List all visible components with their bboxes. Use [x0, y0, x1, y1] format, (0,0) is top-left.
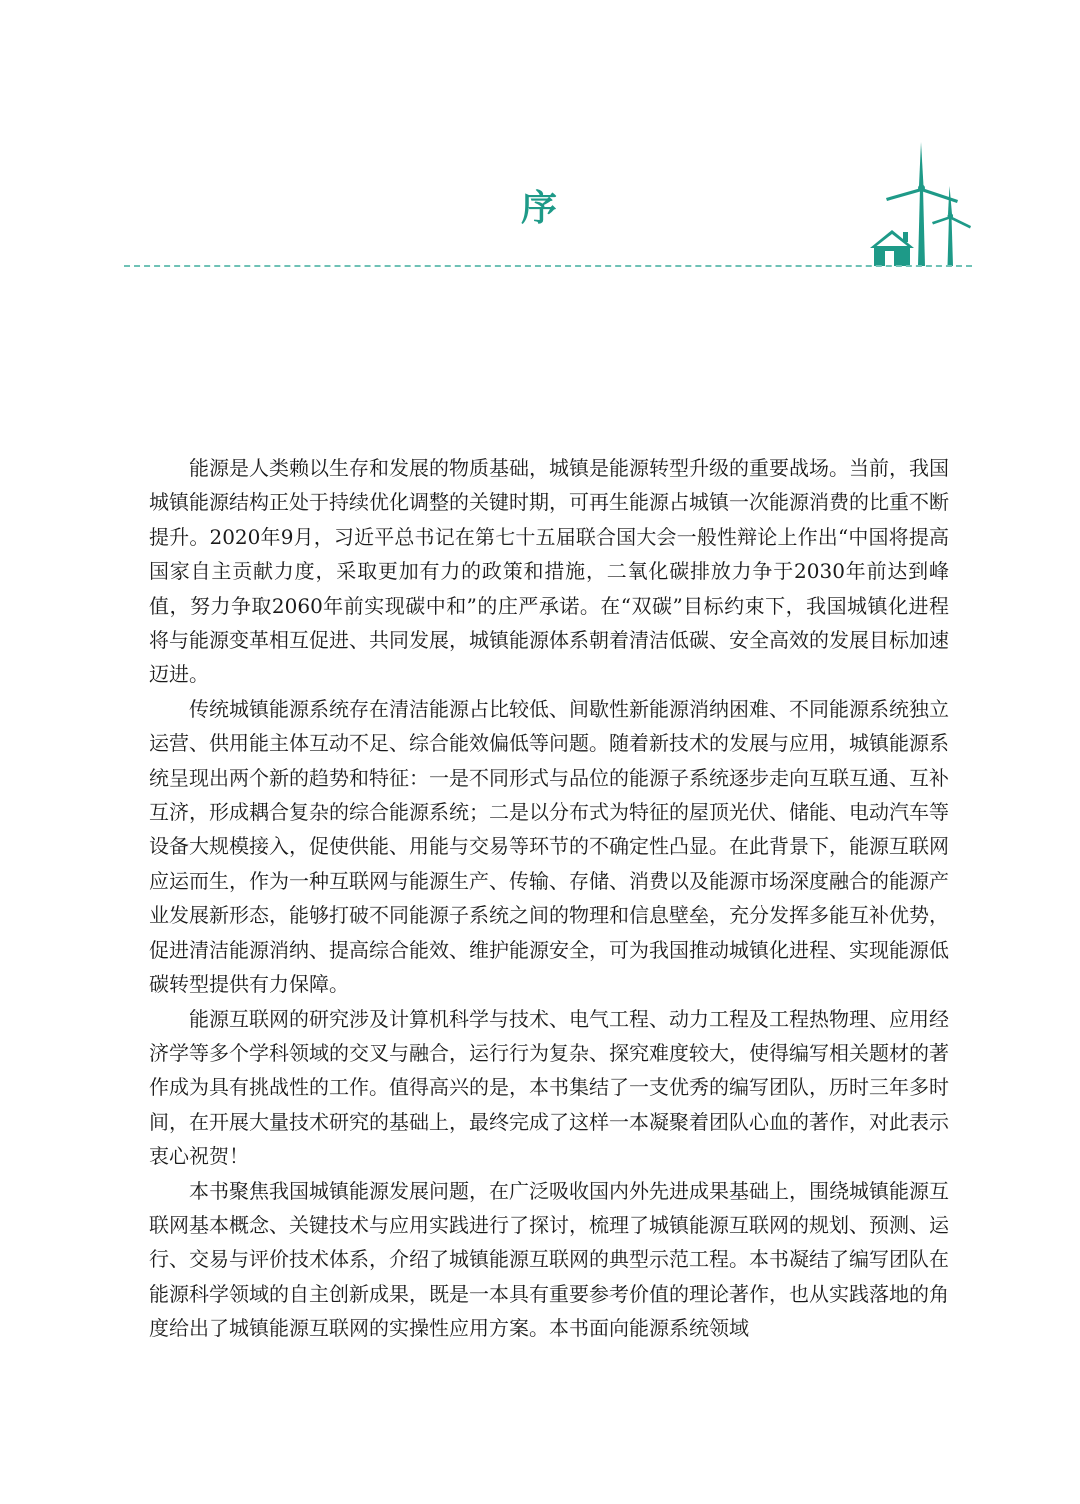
paragraph: 能源互联网的研究涉及计算机科学与技术、电气工程、动力工程及工程热物理、应用经济学等多个学科领域的交叉与融合，运行行为复杂、探究难度较大，使得编写相关题材的著作成为具有挑战性的工作。值得高兴的是，本书集结了一支优秀的编写团队，历时三年多时间，在开展大量技术研究的基础上，最终完成了这样一本凝聚着团队心血的著作，对此表示衷心祝贺！	[149, 1006, 949, 1169]
header-divider	[124, 265, 972, 267]
paragraph: 传统城镇能源系统存在清洁能源占比较低、间歇性新能源消纳困难、不同能源系统独立运营、供用能主体互动不足、综合能效偏低等问题。随着新技术的发展与应用，城镇能源系统呈现出两个新的趋势和特征：一是不同形式与品位的能源子系统逐步走向互联互通、互补互济，形成耦合复杂的综合能源系统；二是以分布式为特征的屋顶光伏、储能、电动汽车等设备大规模接入，促使供能、用能与交易等环节的不确定性凸显。在此背景下，能源互联网应运而生，作为一种互联网与能源生产、传输、存储、消费以及能源市场深度融合的能源产业发展新形态，能够打破不同能源子系统之间的物理和信息壁垒，充分发挥多能互补优势，促进清洁能源消纳、提高综合能效、维护能源安全，可为我国推动城镇化进程、实现能源低碳转型提供有力保障。	[149, 696, 949, 997]
preface-body	[149, 451, 949, 1346]
paragraph: 本书聚焦我国城镇能源发展问题，在广泛吸收国内外先进成果基础上，围绕城镇能源互联网基本概念、关键技术与应用实践进行了探讨，梳理了城镇能源互联网的规划、预测、运行、交易与评价技术体系，介绍了城镇能源互联网的典型示范工程。本书凝结了编写团队在能源科学领域的自主创新成果，既是一本具有重要参考价值的理论著作，也从实践落地的角度给出了城镇能源互联网的实操性应用方案。本书面向能源系统领域	[149, 1178, 949, 1341]
wind-turbine-house-icon	[868, 138, 974, 268]
paragraph: 能源是人类赖以生存和发展的物质基础，城镇是能源转型升级的重要战场。当前，我国城镇能源结构正处于持续优化调整的关键时期，可再生能源占城镇一次能源消费的比重不断提升。2020年9月，习近平总书记在第七十五届联合国大会一般性辩论上作出“中国将提高国家自主贡献力度，采取更加有力的政策和措施，二氧化碳排放力争于2030年前达到峰值，努力争取2060年前实现碳中和”的庄严承诺。在“双碳”目标约束下，我国城镇化进程将与能源变革相互促进、共同发展，城镇能源体系朝着清洁低碳、安全高效的发展目标加速迈进。	[149, 456, 949, 687]
page-title: 序	[520, 187, 559, 229]
